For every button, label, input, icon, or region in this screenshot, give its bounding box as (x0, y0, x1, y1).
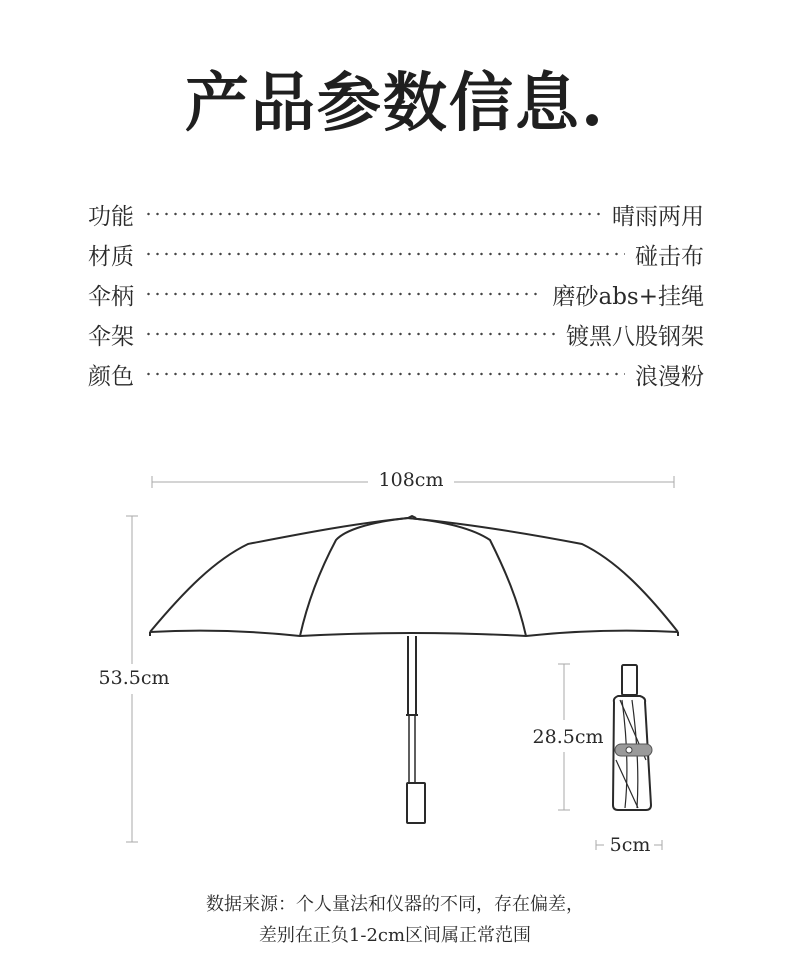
height-dimension (99, 516, 170, 842)
folded-width-dimension (596, 834, 662, 856)
width-dimension (152, 469, 674, 491)
footnote-line-1: 数据来源：个人量法和仪器的不同，存在偏差， (206, 894, 584, 915)
spec-label: 材质 (88, 243, 134, 270)
spec-value: 镀黑八股钢架 (566, 323, 704, 350)
spec-value: 碰击布 (635, 243, 704, 270)
folded-length-dimension (533, 664, 604, 810)
spec-label: 功能 (88, 203, 134, 230)
spec-value: 浪漫粉 (635, 363, 704, 390)
spec-label: 伞架 (88, 323, 134, 350)
folded-umbrella-icon (613, 665, 652, 810)
folded-width-label: 5cm (609, 834, 651, 856)
footnote-line-2: 差别在正负1-2cm区间属正常范围 (258, 925, 532, 946)
folded-length-label: 28.5cm (532, 726, 604, 748)
page-title: 产品参数信息. (184, 66, 606, 141)
spec-value: 晴雨两用 (612, 203, 704, 230)
spec-label: 颜色 (88, 363, 134, 390)
spec-label: 伞柄 (88, 283, 134, 310)
height-label: 53.5cm (98, 667, 170, 689)
spec-value: 磨砂abs+挂绳 (552, 283, 704, 310)
width-label: 108cm (378, 469, 444, 491)
open-umbrella-icon (150, 516, 678, 823)
